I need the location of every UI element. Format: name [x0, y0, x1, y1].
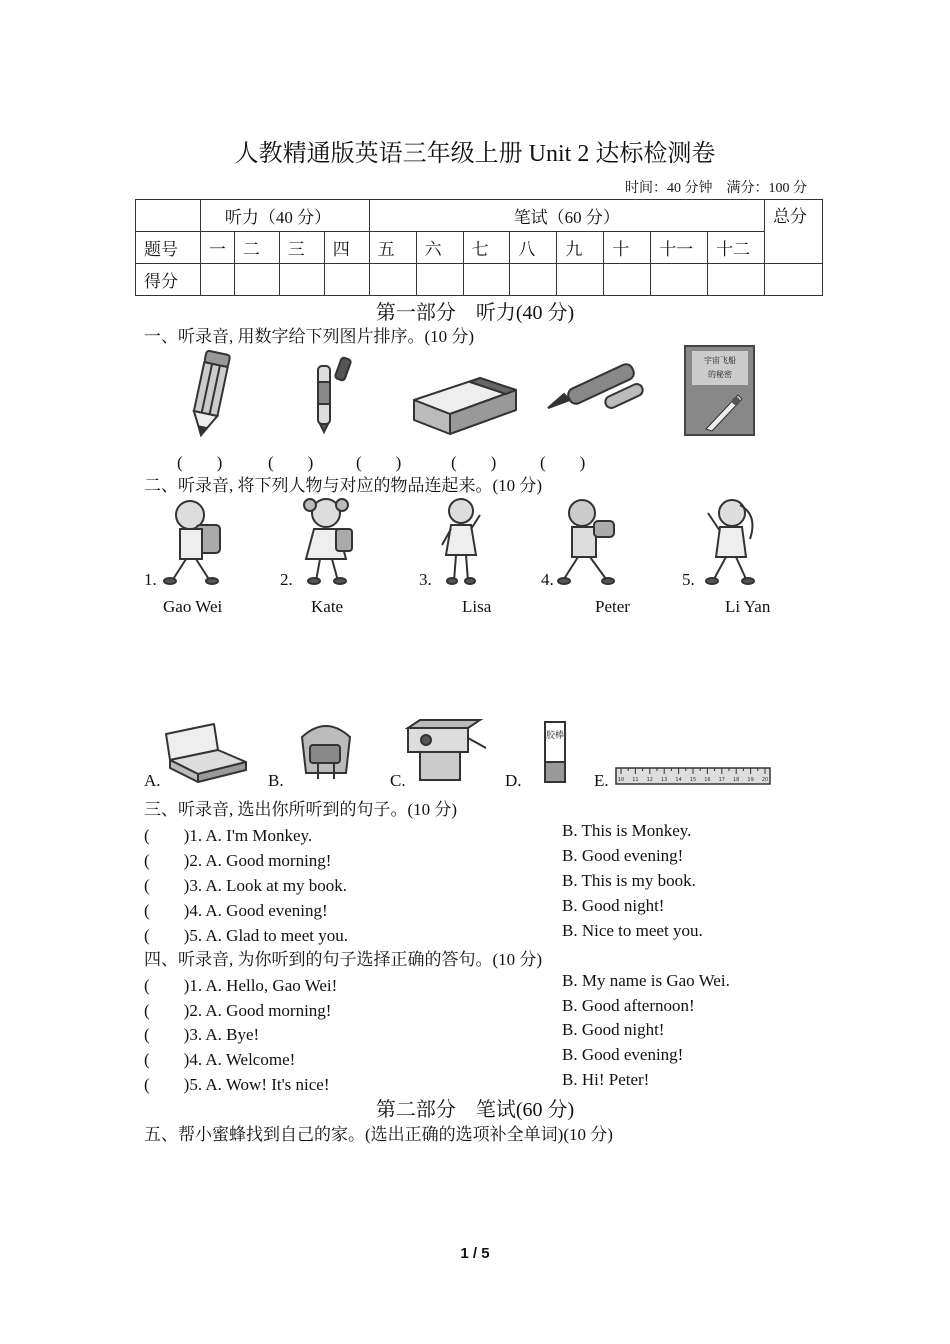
person-name: Peter [595, 597, 630, 616]
person-number: 3. [419, 570, 432, 589]
question-option-b[interactable]: B. Good evening! [562, 846, 684, 865]
person-name: Kate [311, 597, 344, 616]
question-option-b[interactable]: B. Good night! [562, 1020, 665, 1039]
row-label-score: 得分 [136, 264, 201, 296]
listening-header: 听力（40 分） [200, 200, 369, 232]
question-number: 十二 [708, 232, 765, 264]
sharpener-icon [406, 718, 490, 784]
ruler-icon [615, 766, 771, 786]
question-number: 九 [557, 232, 604, 264]
document-title: 人教精通版英语三年级上册 Unit 2 达标检测卷 [234, 141, 716, 167]
score-cell[interactable] [279, 264, 324, 296]
person-number: 2. [280, 570, 293, 589]
question-option-b[interactable]: B. Nice to meet you. [562, 921, 703, 940]
question-option-b[interactable]: B. This is my book. [562, 871, 696, 890]
object-label: A. [144, 771, 161, 790]
ruler-tick-label: 13 [661, 777, 668, 783]
ruler-tick-label: 18 [733, 777, 740, 783]
answer-blank[interactable]: ( ) [356, 453, 402, 472]
person-name: Li Yan [725, 597, 771, 616]
object-label: D. [505, 771, 522, 790]
question-number: 十 [604, 232, 651, 264]
section5-title: 五、帮小蜜蜂找到自己的家。(选出正确的选项补全单词)(10 分) [144, 1125, 613, 1144]
ruler-tick-label: 20 [761, 777, 769, 783]
ruler-tick-label: 17 [718, 777, 725, 783]
person-number: 1. [144, 570, 157, 589]
question-option-a[interactable]: ( )5. A. Wow! It's nice! [144, 1075, 330, 1094]
total-header: 总分 [764, 200, 822, 264]
book-icon [684, 345, 756, 437]
person-name: Lisa [462, 597, 492, 616]
score-cell[interactable] [416, 264, 463, 296]
person-number: 5. [682, 570, 695, 589]
score-cell[interactable] [463, 264, 510, 296]
question-number: 四 [324, 232, 369, 264]
boy-with-bag-icon [160, 495, 238, 587]
exam-meta: 时间：40 分钟 满分：100 分 [625, 181, 807, 196]
book-cover-line: 的秘密 [708, 370, 732, 379]
answer-blank[interactable]: ( ) [451, 453, 497, 472]
section1-title: 一、听录音, 用数字给下列图片排序。(10 分) [144, 327, 475, 346]
question-option-b[interactable]: B. Good evening! [562, 1045, 684, 1064]
person-number: 4. [541, 570, 554, 589]
ruler-tick-label: 16 [704, 777, 711, 783]
question-option-a[interactable]: ( )4. A. Welcome! [144, 1050, 296, 1069]
ruler-tick-label: 19 [747, 777, 754, 783]
boy-running-icon [556, 495, 622, 587]
question-option-a[interactable]: ( )5. A. Glad to meet you. [144, 926, 348, 945]
question-option-a[interactable]: ( )3. A. Bye! [144, 1025, 260, 1044]
ruler-tick-label: 10 [617, 777, 625, 783]
score-cell[interactable] [651, 264, 708, 296]
score-cell[interactable] [604, 264, 651, 296]
part2-heading: 第二部分 笔试(60 分) [375, 1099, 575, 1121]
marker-pen-icon [308, 352, 358, 434]
question-option-a[interactable]: ( )3. A. Look at my book. [144, 876, 348, 895]
writing-header: 笔试（60 分） [369, 200, 764, 232]
score-cell[interactable] [557, 264, 604, 296]
girl-with-bag-icon [296, 495, 362, 587]
question-option-a[interactable]: ( )2. A. Good morning! [144, 851, 332, 870]
person-name: Gao Wei [163, 597, 223, 616]
fountain-pen-icon [544, 350, 646, 416]
part1-heading: 第一部分 听力(40 分) [375, 302, 575, 324]
girl-standing-icon [436, 495, 486, 587]
question-option-a[interactable]: ( )4. A. Good evening! [144, 901, 328, 920]
question-option-a[interactable]: ( )2. A. Good morning! [144, 1001, 332, 1020]
question-number: 六 [416, 232, 463, 264]
book-cover-line: 宇宙飞船 [704, 356, 736, 365]
score-table [135, 199, 823, 296]
object-label: E. [594, 771, 609, 790]
question-option-a[interactable]: ( )1. A. Hello, Gao Wei! [144, 976, 338, 995]
section4-title: 四、听录音, 为你听到的句子选择正确的答句。(10 分) [144, 950, 543, 969]
ruler-tick-label: 11 [632, 777, 639, 783]
girl-waving-icon [700, 495, 762, 587]
score-cell[interactable] [510, 264, 557, 296]
score-cell[interactable] [234, 264, 279, 296]
question-number: 一 [200, 232, 234, 264]
table-corner [136, 200, 201, 232]
question-number: 七 [463, 232, 510, 264]
question-option-a[interactable]: ( )1. A. I'm Monkey. [144, 826, 313, 845]
object-label: B. [268, 771, 284, 790]
ruler-tick-label: 14 [675, 777, 682, 783]
score-cell[interactable] [200, 264, 234, 296]
score-cell[interactable] [369, 264, 416, 296]
score-cell[interactable] [708, 264, 765, 296]
schoolbag-icon [296, 717, 358, 783]
ruler-tick-label: 12 [646, 777, 653, 783]
ruler-tick-label: 15 [689, 777, 697, 783]
answer-blank[interactable]: ( ) [177, 453, 223, 472]
total-score-cell[interactable] [764, 264, 822, 296]
pencil-icon [180, 348, 240, 438]
glue-label-char: 胶棒 [545, 731, 565, 741]
question-number: 三 [279, 232, 324, 264]
question-number: 八 [510, 232, 557, 264]
question-number: 五 [369, 232, 416, 264]
section3-title: 三、听录音, 选出你所听到的句子。(10 分) [144, 800, 458, 819]
question-option-b[interactable]: B. Hi! Peter! [562, 1070, 650, 1089]
question-option-b[interactable]: B. Good afternoon! [562, 996, 695, 1015]
answer-blank[interactable]: ( ) [540, 453, 586, 472]
question-option-b[interactable]: B. My name is Gao Wei. [562, 971, 730, 990]
row-label-question: 题号 [136, 232, 201, 264]
glue-stick-icon [542, 720, 568, 784]
pencil-box-icon [162, 720, 252, 784]
question-option-b[interactable]: B. This is Monkey. [562, 821, 692, 840]
question-number: 十一 [651, 232, 708, 264]
eraser-icon [410, 368, 520, 438]
object-label: C. [390, 771, 406, 790]
question-option-b[interactable]: B. Good night! [562, 896, 665, 915]
question-number: 二 [234, 232, 279, 264]
answer-blank[interactable]: ( ) [268, 453, 314, 472]
page-number: 1 / 5 [460, 1245, 490, 1262]
section2-title: 二、听录音, 将下列人物与对应的物品连起来。(10 分) [144, 476, 543, 495]
score-cell[interactable] [324, 264, 369, 296]
